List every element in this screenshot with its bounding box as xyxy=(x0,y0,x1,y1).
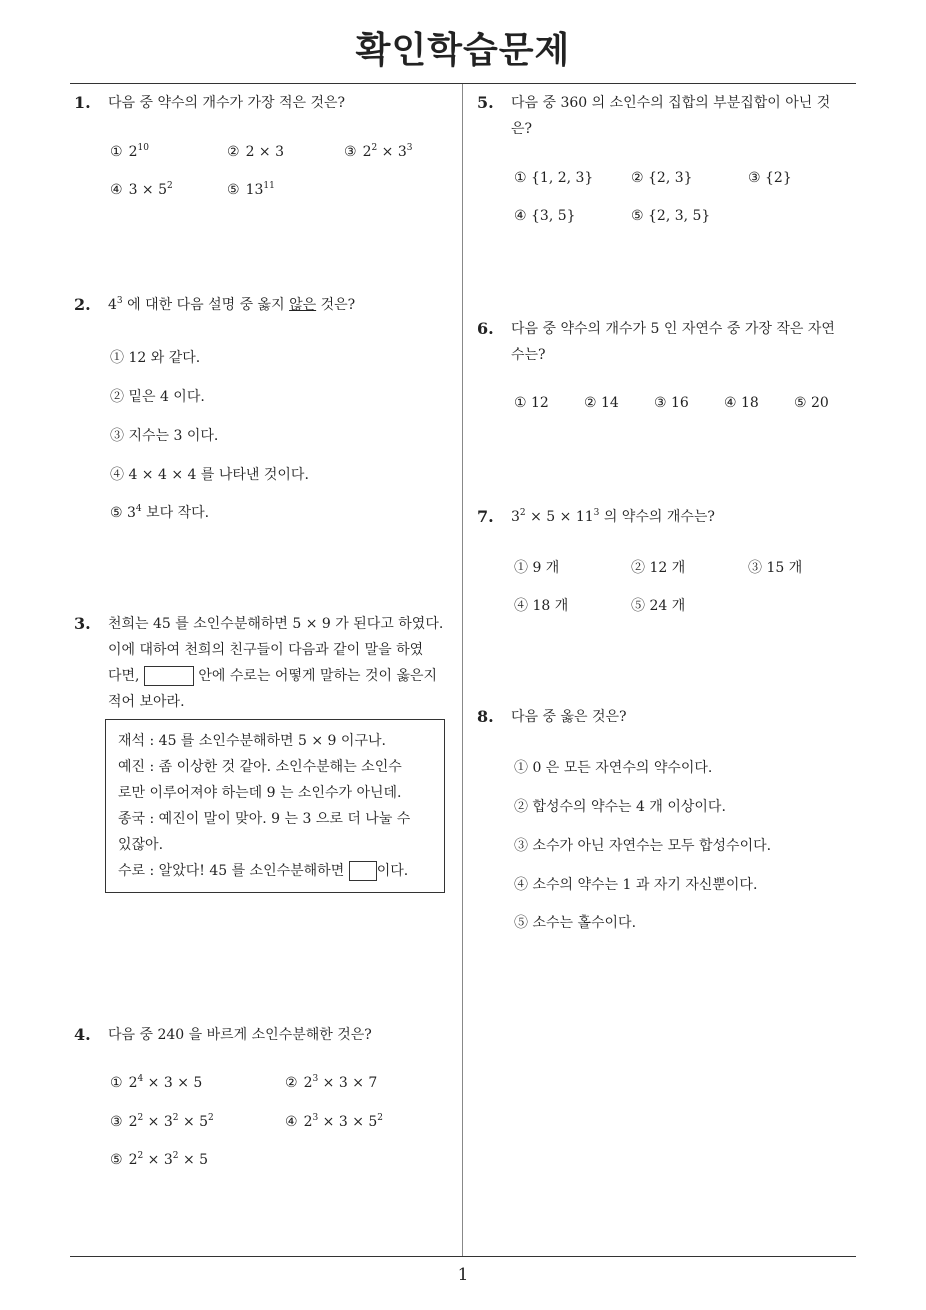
option-4[interactable]: ④ 18 xyxy=(724,395,759,411)
option-3[interactable]: ③ 소수가 아닌 자연수는 모두 합성수이다. xyxy=(514,838,772,854)
option-4[interactable]: ④ $2^3 \times 3 \times 5^2$ xyxy=(285,1113,384,1130)
column-divider xyxy=(462,84,463,1256)
question-number: 4. xyxy=(74,1025,91,1044)
option-4[interactable]: ④ $3 \times 5^2$ xyxy=(110,181,173,198)
option-5[interactable]: ⑤ $3^4$ 보다 작다. xyxy=(110,504,210,521)
option-1[interactable]: ① $2^4 \times 3 \times 5$ xyxy=(110,1074,203,1091)
question-1 xyxy=(74,90,454,116)
question-number: 7. xyxy=(477,507,494,526)
option-1[interactable]: ① 12 와 같다. xyxy=(110,350,201,366)
option-1[interactable]: ① 0 은 모든 자연수의 약수이다. xyxy=(514,760,713,776)
option-5[interactable]: ⑤ 24 개 xyxy=(631,598,686,614)
option-5[interactable]: ⑤ 소수는 홀수이다. xyxy=(514,915,637,931)
option-4[interactable]: ④ {3, 5} xyxy=(514,208,576,224)
option-5[interactable]: ⑤ {2, 3, 5} xyxy=(631,208,711,224)
question-number: 2. xyxy=(74,295,91,314)
option-1[interactable]: ① $2^{10}$ xyxy=(110,143,149,160)
option-2[interactable]: ② 합성수의 약수는 4 개 이상이다. xyxy=(514,799,726,815)
option-5[interactable]: ⑤ $13^{11}$ xyxy=(227,181,275,198)
answer-blank[interactable] xyxy=(144,666,194,686)
question-text: $4^3$ 에 대한 다음 설명 중 옳지 않은 것은? xyxy=(108,296,356,313)
question-number: 3. xyxy=(74,614,91,633)
page-title: 확인학습문제 xyxy=(355,30,571,71)
question-6: 6. 다음 중 약수의 개수가 5 인 자연수 중 가장 작은 자연 수는? xyxy=(477,316,863,368)
option-5[interactable]: ⑤ $2^2 \times 3^2 \times 5$ xyxy=(110,1151,209,1168)
option-3[interactable]: ③ 16 xyxy=(654,395,689,411)
question-2 xyxy=(74,292,454,318)
page-number: 1 xyxy=(457,1265,469,1285)
option-2[interactable]: ② {2, 3} xyxy=(631,170,693,186)
question-3: 3. 천희는 45 를 소인수분해하면 5 × 9 가 된다고 하였다. 이에 대하여 천희의 친구들이 다음과 같이 말을 하였 다면, 안에 수로는 어떻게 말하는 것이 옳은지 적어 보아라. xyxy=(74,611,458,715)
bottom-rule xyxy=(70,1256,856,1257)
option-5[interactable]: ⑤ 20 xyxy=(794,395,829,411)
option-2[interactable]: ② 12 개 xyxy=(631,560,686,576)
question-number: 5. xyxy=(477,93,494,112)
option-3[interactable]: ③ 지수는 3 이다. xyxy=(110,428,219,444)
question-7 xyxy=(477,504,863,530)
question-text: 다음 중 240 을 바르게 소인수분해한 것은? xyxy=(108,1027,372,1043)
option-1[interactable]: ① 12 xyxy=(514,395,549,411)
question-5: 5. 다음 중 360 의 소인수의 집합의 부분집합이 아닌 것 은? xyxy=(477,90,863,142)
option-1[interactable]: ① 9 개 xyxy=(514,560,560,576)
question-text: 다음 중 옳은 것은? xyxy=(511,709,627,725)
option-3[interactable]: ③ 15 개 xyxy=(748,560,803,576)
dialogue-box: 재석 : 45 를 소인수분해하면 5 × 9 이구나. 예진 : 좀 이상한 것 같아. 소인수분해는 소인수 로만 이루어져야 하는데 9 는 소인수가 아닌데. 종국 : 예진이 말이 맞아. 9 는 3 으로 더 나눌 수 있잖아. 수로 : 알았다! 45 를 소인수분해하면 이다. xyxy=(105,719,445,893)
question-4 xyxy=(74,1022,454,1048)
option-3[interactable]: ③ $2^2 \times 3^3$ xyxy=(344,143,413,160)
question-number: 8. xyxy=(477,707,494,726)
option-4[interactable]: ④ 4 × 4 × 4 를 나타낸 것이다. xyxy=(110,467,309,483)
option-1[interactable]: ① {1, 2, 3} xyxy=(514,170,594,186)
option-2[interactable]: ② 밑은 4 이다. xyxy=(110,389,205,405)
option-2[interactable]: ② 2 × 3 xyxy=(227,144,285,160)
option-2[interactable]: ② 14 xyxy=(584,395,619,411)
question-number: 1. xyxy=(74,93,91,112)
question-8 xyxy=(477,704,863,730)
question-text: 다음 중 약수의 개수가 가장 적은 것은? xyxy=(108,95,346,111)
option-4[interactable]: ④ 18 개 xyxy=(514,598,569,614)
top-rule xyxy=(70,83,856,84)
option-3[interactable]: ③ {2} xyxy=(748,170,792,186)
question-number: 6. xyxy=(477,319,494,338)
question-text: $3^2 \times 5 \times 11^3$ 의 약수의 개수는? xyxy=(511,508,715,525)
option-3[interactable]: ③ $2^2 \times 3^2 \times 5^2$ xyxy=(110,1113,214,1130)
answer-blank[interactable] xyxy=(349,861,377,881)
option-2[interactable]: ② $2^3 \times 3 \times 7$ xyxy=(285,1074,378,1091)
option-4[interactable]: ④ 소수의 약수는 1 과 자기 자신뿐이다. xyxy=(514,877,758,893)
